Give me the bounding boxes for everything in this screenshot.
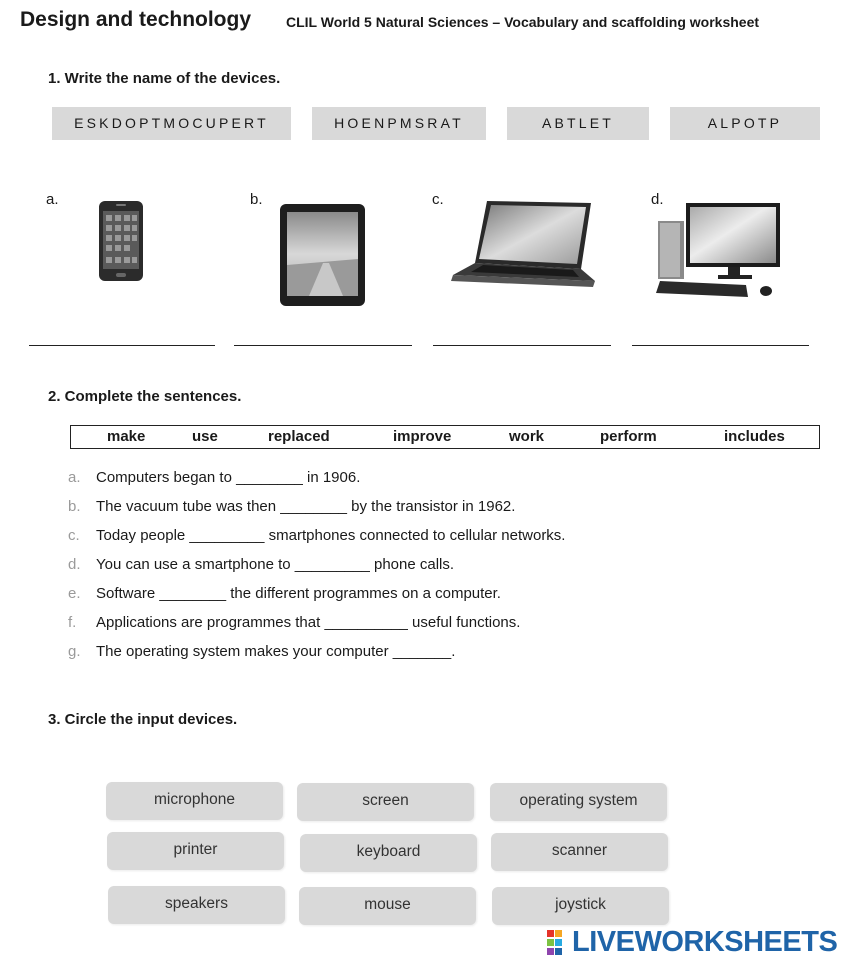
sentence <box>68 469 360 486</box>
word-bank-item: use <box>192 428 218 445</box>
scrambled-word: ESKDOPTMOCUPERT <box>52 107 291 140</box>
sentence-letter: f. <box>68 614 77 631</box>
sentence-text: The operating system makes your computer _______. <box>96 643 456 660</box>
sentence-text: Software ________ the different programmes on a computer. <box>96 585 501 602</box>
answer-line[interactable] <box>433 345 611 346</box>
device-letter: a. <box>46 191 59 208</box>
laptop-image <box>449 197 595 289</box>
sentence <box>68 498 515 515</box>
liveworksheets-logo-icon <box>547 930 571 956</box>
device-letter: d. <box>651 191 664 208</box>
option-chip[interactable]: scanner <box>491 833 668 871</box>
option-chip[interactable]: mouse <box>299 887 476 925</box>
option-chip[interactable]: operating system <box>490 783 667 821</box>
q3-heading: 3. Circle the input devices. <box>48 711 238 728</box>
option-chip[interactable]: speakers <box>108 886 285 924</box>
q2-heading: 2. Complete the sentences. <box>48 388 242 405</box>
sentence <box>68 614 520 631</box>
word-bank-item: work <box>509 428 545 445</box>
scrambled-word: HOENPMSRAT <box>312 107 486 140</box>
word-bank-item: make <box>107 428 146 445</box>
sentence-text: You can use a smartphone to _________ phone calls. <box>96 556 455 573</box>
sentence <box>68 643 455 660</box>
sentence-letter: d. <box>68 556 81 573</box>
word-bank-item: replaced <box>268 428 330 445</box>
page-title: Design and technology <box>20 8 252 31</box>
word-bank-item: includes <box>724 428 785 445</box>
sentence <box>68 585 501 602</box>
sentence-text: The vacuum tube was then ________ by the transistor in 1962. <box>96 498 516 515</box>
sentence-letter: e. <box>68 585 81 602</box>
q1-heading: 1. Write the name of the devices. <box>48 70 281 87</box>
page-subtitle: CLIL World 5 Natural Sciences – Vocabulary and scaffolding worksheet <box>286 14 760 30</box>
option-chip[interactable]: printer <box>107 832 284 870</box>
word-bank-item: perform <box>600 428 657 445</box>
option-chip[interactable]: keyboard <box>300 834 477 872</box>
sentence-text: Applications are programmes that __________ useful functions. <box>96 614 521 631</box>
sentence-text: Computers began to ________ in 1906. <box>96 469 361 486</box>
smartphone-image <box>96 199 146 283</box>
sentence-letter: b. <box>68 498 81 515</box>
sentence-letter: c. <box>68 527 80 544</box>
brand-logo: LIVEWORKSHEETS <box>572 926 838 958</box>
answer-line[interactable] <box>234 345 412 346</box>
sentence <box>68 527 565 544</box>
device-letter: b. <box>250 191 263 208</box>
answer-line[interactable] <box>632 345 809 346</box>
word-bank-item: improve <box>393 428 452 445</box>
desktop-computer-image <box>654 199 784 301</box>
option-chip[interactable]: screen <box>297 783 474 821</box>
device-letter: c. <box>432 191 444 208</box>
scrambled-word: ABTLET <box>507 107 649 140</box>
tablet-image <box>279 203 367 307</box>
answer-line[interactable] <box>29 345 215 346</box>
scrambled-word: ALPOTP <box>670 107 820 140</box>
option-chip[interactable]: microphone <box>106 782 283 820</box>
sentence-letter: g. <box>68 643 81 660</box>
option-chip[interactable]: joystick <box>492 887 669 925</box>
sentence <box>68 556 454 573</box>
sentence-letter: a. <box>68 469 81 486</box>
sentence-text: Today people _________ smartphones connected to cellular networks. <box>96 527 566 544</box>
